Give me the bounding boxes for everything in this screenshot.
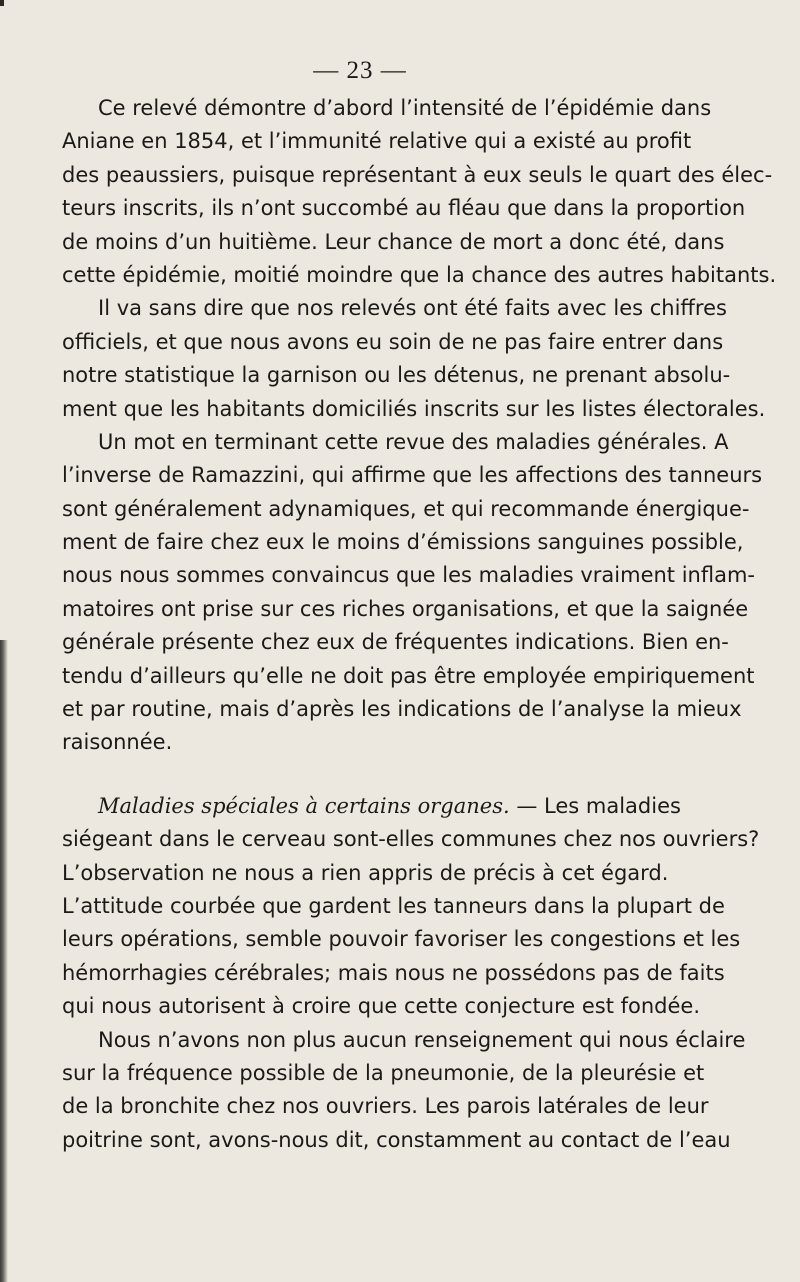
text-line: des peaussiers, puisque représentant à eux seuls le quart des élec-	[62, 162, 773, 187]
text-line: Nous n’avons non plus aucun renseignement qui nous éclaire	[98, 1027, 746, 1052]
text-line: notre statistique la garnison ou les détenus, ne prenant absolu-	[62, 363, 731, 388]
page-edge-mark	[0, 0, 4, 6]
section-gap	[62, 760, 644, 790]
text-line: tendu d’ailleurs qu’elle ne doit pas être employée empiriquement	[62, 663, 755, 688]
text-line: ment que les habitants domiciliés inscrits sur les listes électorales.	[62, 396, 766, 421]
text-line: l’inverse de Ramazzini, qui affirme que les affections des tanneurs	[62, 463, 763, 488]
text-line: sur la fréquence possible de la pneumonie, de la pleurésie et	[62, 1060, 705, 1085]
body-text	[62, 92, 777, 1157]
text-line: Aniane en 1854, et l’immunité relative qui a existé au profit	[62, 129, 692, 154]
text-line: qui nous autorisent à croire que cette conjecture est fondée.	[62, 994, 700, 1019]
text-fragment: — Les maladies	[509, 793, 681, 818]
text-line: leurs opérations, semble pouvoir favoriser les congestions et les	[62, 927, 741, 952]
text-line: et par routine, mais d’après les indications de l’analyse la mieux	[62, 697, 742, 722]
text-line: nous nous sommes convaincus que les maladies vraiment inflam-	[62, 563, 755, 588]
text-line: siégeant dans le cerveau sont-elles communes chez nos ouvriers?	[62, 827, 760, 852]
text-line: de la bronchite chez nos ouvriers. Les parois latérales de leur	[62, 1094, 709, 1119]
text-line: poitrine sont, avons-nous dit, constamment au contact de l’eau	[62, 1127, 731, 1152]
text-line: ment de faire chez eux le moins d’émissions sanguines possible,	[62, 530, 744, 555]
text-line: L’observation ne nous a rien appris de précis à cet égard.	[62, 860, 669, 885]
section-heading-line	[62, 790, 681, 823]
text-line: teurs inscrits, ils n’ont succombé au fléau que dans la proportion	[62, 196, 746, 221]
page-number: — 23 —	[313, 57, 407, 84]
text-line: Il va sans dire que nos relevés ont été faits avec les chiffres	[98, 296, 727, 321]
text-line: officiels, et que nous avons eu soin de ne pas faire entrer dans	[62, 329, 724, 354]
text-line: hémorrhagies cérébrales; mais nous ne possédons pas de faits	[62, 960, 725, 985]
text-line: cette épidémie, moitié moindre que la chance des autres habitants.	[62, 262, 777, 287]
text-line: de moins d’un huitième. Leur chance de mort a donc été, dans	[62, 229, 725, 254]
text-line: matoires ont prise sur ces riches organisations, et que la saignée	[62, 596, 749, 621]
section-heading: Maladies spéciales à certains organes.	[98, 793, 510, 818]
binding-shadow	[0, 640, 8, 1282]
text-line: raisonnée.	[62, 730, 173, 755]
text-line: générale présente chez eux de fréquentes indications. Bien en-	[62, 630, 729, 655]
text-line: sont généralement adynamiques, et qui recommande énergique-	[62, 496, 750, 521]
text-line: Un mot en terminant cette revue des maladies générales. A	[98, 429, 729, 454]
text-line: L’attitude courbée que gardent les tanneurs dans la plupart de	[62, 893, 725, 918]
text-line: Ce relevé démontre d’abord l’intensité de l’épidémie dans	[98, 96, 712, 120]
